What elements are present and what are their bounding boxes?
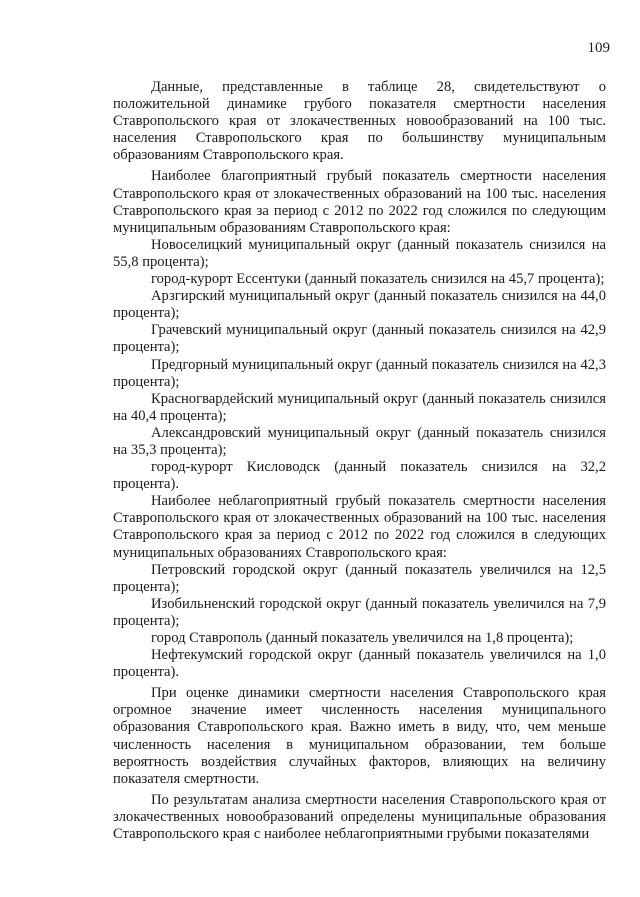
list-item-favorable: Новоселицкий муниципальный округ (данный показатель снизился на 55,8 процента); <box>113 236 606 270</box>
list-item-favorable: Грачевский муниципальный округ (данный показатель снизился на 42,9 процента); <box>113 322 606 356</box>
paragraph-favorable-heading: Наиболее благоприятный грубый показатель смертности населения Ставропольского края от злокачественных образований на 100 тыс. населения Ставропольского края за период с 2012 по 2022 год сложился по следующим муниципальным образованиям Ставропольского края: <box>113 168 606 236</box>
list-item-unfavorable: Нефтекумский городской округ (данный показатель увеличился на 1,0 процента). <box>113 647 606 681</box>
paragraph-conclusion: По результатам анализа смертности населения Ставропольского края от злокачественных новообразований определены муниципальные образования Ставропольского края с наиболее неблагоприятными грубыми показателями <box>113 791 606 843</box>
list-item-favorable: Александровский муниципальный округ (данный показатель снизился на 35,3 процента); <box>113 424 606 458</box>
list-item-unfavorable: Петровский городской округ (данный показатель увеличился на 12,5 процента); <box>113 561 606 595</box>
page-number: 109 <box>587 40 610 56</box>
body-text <box>113 79 606 843</box>
list-item-unfavorable: город Ставрополь (данный показатель увеличился на 1,8 процента); <box>151 630 574 646</box>
list-item-favorable: город-курорт Кисловодск (данный показатель снизился на 32,2 процента). <box>113 459 606 493</box>
paragraph-population-note: При оценке динамики смертности населения Ставропольского края огромное значение имеет численность населения муниципального образования Ставропольского края. Важно иметь в виду, что, чем меньше численность населения в муниципальном образовании, тем больше вероятность воздействия случайных факторов, влияющих на величину показателя смертности. <box>113 685 606 787</box>
list-item-favorable: Красногвардейский муниципальный округ (данный показатель снизился на 40,4 процента); <box>113 390 606 424</box>
paragraph-unfavorable-heading: Наиболее неблагоприятный грубый показатель смертности населения Ставропольского края от злокачественных образований на 100 тыс. населения Ставропольского края за период с 2012 по 2022 год сложился в следующих муниципальных образованиях Ставропольского края: <box>113 493 606 561</box>
list-item-favorable: Предгорный муниципальный округ (данный показатель снизился на 42,3 процента); <box>113 356 606 390</box>
list-item-favorable: Арзгирский муниципальный округ (данный показатель снизился на 44,0 процента); <box>113 288 606 322</box>
list-item-unfavorable: Изобильненский городской округ (данный показатель увеличился на 7,9 процента); <box>113 595 606 629</box>
list-item-favorable: город-курорт Ессентуки (данный показатель снизился на 45,7 процента); <box>151 271 605 288</box>
paragraph-intro: Данные, представленные в таблице 28, свидетельствуют о положительной динамике грубого показателя смертности населения Ставропольского края от злокачественных новообразований на 100 тыс. населения Ставропольского края по большинству муниципальным образованиям Ставропольского края. <box>113 79 606 164</box>
